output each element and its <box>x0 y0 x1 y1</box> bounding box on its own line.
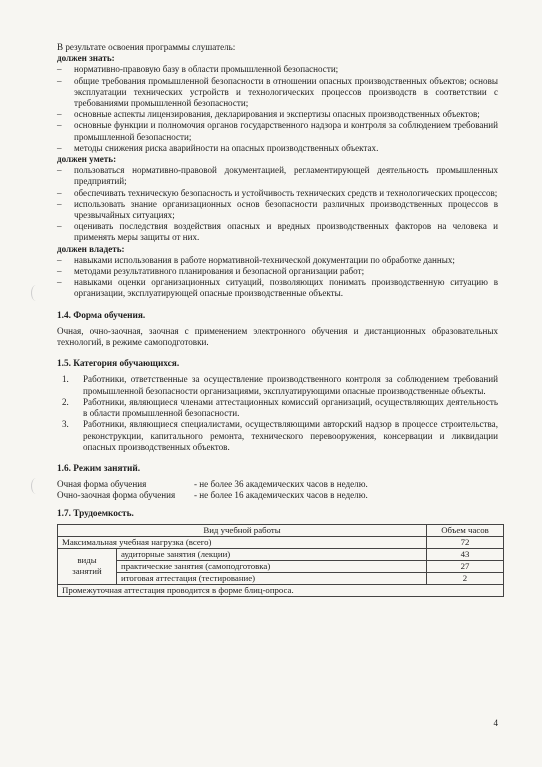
list-item <box>57 419 498 453</box>
item-text: Работники, ответственные за осуществление производственного контроля за соблюдением требований промышленной безопасности организациями, эксплуатирующими опасные производственные объекты. <box>83 374 498 396</box>
table-row <box>58 548 504 560</box>
header-volume: Объем часов <box>427 524 504 536</box>
list-item: – основные аспекты лицензирования, декларирования и экспертизы опасных производственных объектов; <box>57 109 498 120</box>
row-value: 2 <box>427 572 504 584</box>
workload-table <box>57 524 504 597</box>
list-item: – навыками оценки организационных ситуаций, позволяющих понимать производственную ситуацию в организации, эксплуатирующей опасные производственные объекты. <box>57 277 498 299</box>
form-text: Очная, очно-заочная, заочная с применением электронного обучения и дистанционных образовательных технологий, в режиме самоподготовки. <box>57 325 498 348</box>
table-row <box>58 572 504 584</box>
list-item: – обеспечивать техническую безопасность и устойчивость технических средств и технологических процессов; <box>57 188 498 199</box>
total-value: 72 <box>427 536 504 548</box>
list-item <box>57 397 498 419</box>
row-label: аудиторные занятия (лекции) <box>117 548 427 560</box>
list-item: – оценивать последствия воздействия опасных и вредных производственных факторов на человека и применять меры защиты от них. <box>57 221 498 243</box>
schedule-form: Очно-заочная форма обучения <box>57 490 176 501</box>
own-heading: должен владеть: <box>57 243 125 254</box>
list-item: – методами результативного планирования и безопасной организации работ; <box>57 266 498 277</box>
punch-hole <box>31 285 41 301</box>
schedule-row <box>57 479 498 490</box>
table-row <box>58 584 504 596</box>
own-list <box>57 255 498 300</box>
list-item: – нормативно-правовую базу в области промышленной безопасности; <box>57 64 498 75</box>
list-item: – использовать знание организационных основ безопасности различных производственных процессов в чрезвычайных ситуациях; <box>57 199 498 221</box>
can-list <box>57 165 498 243</box>
item-text: Работники, являющиеся членами аттестационных комиссий организаций, осуществляющих деятельность в области промышленной безопасности. <box>83 396 498 419</box>
row-label: итоговая аттестация (тестирование) <box>117 572 427 584</box>
page-number: 4 <box>493 718 498 728</box>
list-item <box>57 374 498 396</box>
total-label: Максимальная учебная нагрузка (всего) <box>58 536 427 548</box>
table-row <box>58 536 504 548</box>
item-text: Работники, являющиеся специалистами, осуществляющими авторский надзор в процессе строительства, реконструкции, капитального ремонта, технического перевооружения, консервации и ликвидации опасных производственных объектов. <box>83 419 498 452</box>
group-label: виды занятий <box>58 548 117 584</box>
table-footer: Промежуточная аттестация проводится в форме блиц-опроса. <box>58 584 504 596</box>
schedule-limit: - не более 36 академических часов в неделю. <box>194 479 368 490</box>
section-title-category: 1.5. Категория обучающихся. <box>57 359 180 370</box>
know-list <box>57 64 498 154</box>
list-item: – пользоваться нормативно-правовой документацией, регламентирующей деятельность промышленных предприятий; <box>57 165 498 187</box>
table-row <box>58 560 504 572</box>
know-heading: должен знать: <box>57 53 115 64</box>
schedule-form: Очная форма обучения <box>57 479 147 490</box>
row-value: 27 <box>427 560 504 572</box>
table-header-row <box>58 524 504 536</box>
item-number: 3. <box>62 419 69 430</box>
section-title-form: 1.4. Форма обучения. <box>57 310 146 321</box>
row-value: 43 <box>427 548 504 560</box>
row-label: практические занятия (самоподготовка) <box>117 560 427 572</box>
schedule-row <box>57 490 498 501</box>
punch-hole <box>31 478 41 494</box>
list-item: – навыками использования в работе нормативной-технической документации по обработке данных; <box>57 255 498 266</box>
list-item: – общие требования промышленной безопасности в отношении опасных производственных объектов; основы эксплуатации технических устройств и технологических процессов производств в соответствии с требованиями промышленной безопасности; <box>57 76 498 110</box>
item-number: 1. <box>62 374 69 385</box>
list-item: – методы снижения риска аварийности на опасных производственных объектах. <box>57 143 498 154</box>
intro-text: В результате освоения программы слушатель: <box>57 42 236 52</box>
can-heading: должен уметь: <box>57 154 117 165</box>
header-type: Вид учебной работы <box>58 524 427 536</box>
section-title-workload: 1.7. Трудоемкость. <box>57 508 134 519</box>
category-list <box>57 374 498 452</box>
schedule-limit: - не более 16 академических часов в неделю. <box>194 490 368 501</box>
item-number: 2. <box>62 396 69 407</box>
list-item: – основные функции и полномочия органов государственного надзора и контроля за соблюдением требований промышленной безопасности; <box>57 120 498 142</box>
section-title-schedule: 1.6. Режим занятий. <box>57 463 141 474</box>
